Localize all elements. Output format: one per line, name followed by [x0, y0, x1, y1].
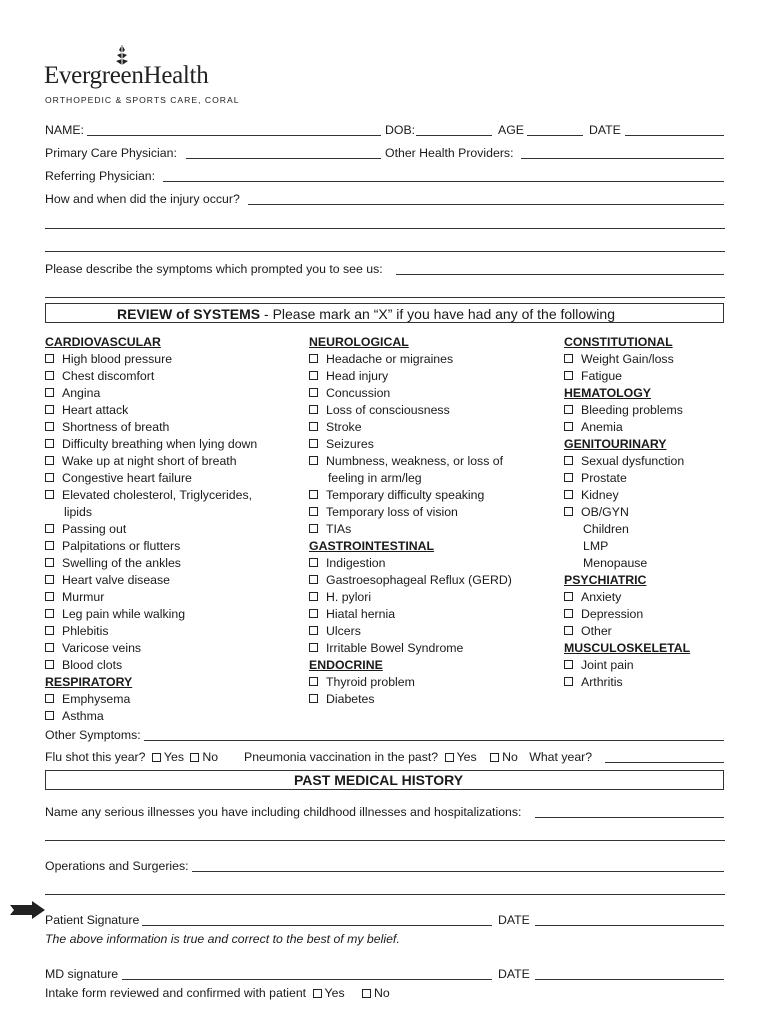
arrow-pointer-icon: [10, 901, 46, 919]
illnesses-field[interactable]: [535, 817, 724, 818]
checkbox-sexual-dysfunction[interactable]: [564, 456, 573, 465]
ros-item-kidney[interactable]: [564, 486, 690, 503]
section-heading-respiratory: RESPIRATORY: [45, 674, 133, 689]
patient-date-label: DATE: [498, 913, 530, 927]
checkbox-high-blood-pressure[interactable]: [45, 354, 54, 363]
section-heading-neurological: NEUROLOGICAL: [309, 334, 409, 349]
flu-shot-question: Flu shot this year?: [45, 750, 146, 764]
checkbox-other[interactable]: [564, 626, 573, 635]
ros-item-label: Emphysema: [62, 691, 131, 706]
section-heading-gastrointestinal: GASTROINTESTINAL: [309, 538, 435, 553]
ros-item-wake-up-at-night-short-of-breath[interactable]: [45, 452, 257, 469]
checkbox-irritable-bowel-syndrome[interactable]: [309, 643, 318, 652]
ros-item-h-pylori[interactable]: [309, 588, 512, 605]
pneumonia-yes-label: Yes: [456, 750, 477, 764]
ros-item-shortness-of-breath[interactable]: [45, 418, 257, 435]
section-heading-endocrine: ENDOCRINE: [309, 657, 383, 672]
ros-item-label: Fatigue: [581, 368, 623, 383]
ros-item-emphysema[interactable]: [45, 690, 257, 707]
checkbox-leg-pain-while-walking[interactable]: [45, 609, 54, 618]
ros-item-label: Arthritis: [581, 674, 623, 689]
pneumonia-row: [244, 751, 592, 763]
ros-item-label: Joint pain: [581, 657, 634, 672]
ros-item-phlebitis[interactable]: [45, 622, 257, 639]
checkbox-shortness-of-breath[interactable]: [45, 422, 54, 431]
md-signature-label: MD signature: [45, 967, 119, 981]
checkbox-anxiety[interactable]: [564, 592, 573, 601]
checkbox-concussion[interactable]: [309, 388, 318, 397]
checkbox-numbness-weakness-or-loss-of[interactable]: [309, 456, 318, 465]
section-heading-musculoskeletal: MUSCULOSKELETAL: [564, 640, 691, 655]
section-heading-genitourinary: GENITOURINARY: [564, 436, 667, 451]
other-symptoms-field[interactable]: [144, 740, 724, 741]
checkbox-difficulty-breathing-when-lying-down[interactable]: [45, 439, 54, 448]
operations-field[interactable]: [192, 871, 724, 872]
injury-field[interactable]: [248, 204, 724, 205]
ros-item-lmp: [564, 537, 690, 554]
md-date-label: DATE: [498, 967, 530, 981]
name-field[interactable]: [87, 135, 381, 136]
checkbox-head-injury[interactable]: [309, 371, 318, 380]
checkbox-varicose-veins[interactable]: [45, 643, 54, 652]
ros-item-label: Concussion: [326, 385, 391, 400]
flu-shot-row: [45, 751, 218, 763]
flu-yes-label: Yes: [163, 750, 184, 764]
checkbox-angina[interactable]: [45, 388, 54, 397]
ros-item-temporary-loss-of-vision[interactable]: [309, 503, 512, 520]
ros-item-label: Heart attack: [62, 402, 129, 417]
ros-item-label: Irritable Bowel Syndrome: [326, 640, 464, 655]
ros-item-label: Hiatal hernia: [326, 606, 396, 621]
ros-item-ob-gyn[interactable]: [564, 503, 690, 520]
ros-item-head-injury[interactable]: [309, 367, 512, 384]
age-field[interactable]: [527, 135, 583, 136]
attestation-text: The above information is true and correct to the best of my belief.: [45, 932, 400, 946]
ros-item-prostate[interactable]: [564, 469, 690, 486]
checkbox-elevated-cholesterol-triglycerides[interactable]: [45, 490, 54, 499]
ros-item-label: Weight Gain/loss: [581, 351, 674, 366]
checkbox-anemia[interactable]: [564, 422, 573, 431]
ros-item-label: Gastroesophageal Reflux (GERD): [326, 572, 512, 587]
checkbox-stroke[interactable]: [309, 422, 318, 431]
dob-label: DOB:: [385, 123, 416, 137]
what-year-label: What year?: [529, 750, 593, 764]
pneumonia-yes-checkbox[interactable]: [445, 753, 454, 762]
ros-item-loss-of-consciousness[interactable]: [309, 401, 512, 418]
section-heading-psychiatric: PSYCHIATRIC: [564, 572, 647, 587]
ros-item-irritable-bowel-syndrome[interactable]: [309, 639, 512, 656]
ros-item-varicose-veins[interactable]: [45, 639, 257, 656]
intake-row: [45, 987, 390, 999]
patient-signature-field[interactable]: [142, 925, 492, 926]
intake-no-checkbox[interactable]: [362, 989, 371, 998]
ros-item-anxiety[interactable]: [564, 588, 690, 605]
ros-item-stroke[interactable]: [309, 418, 512, 435]
ros-item-sexual-dysfunction[interactable]: [564, 452, 690, 469]
pneumonia-no-label: No: [502, 750, 518, 764]
other-symptoms-label: Other Symptoms:: [45, 728, 141, 742]
ros-item-bleeding-problems[interactable]: [564, 401, 690, 418]
ros-item-label: Indigestion: [326, 555, 386, 570]
ros-item-label: lipids: [64, 504, 93, 519]
ros-item-other[interactable]: [564, 622, 690, 639]
ros-item-label: Wake up at night short of breath: [62, 453, 237, 468]
ros-item-label: Ulcers: [326, 623, 361, 638]
ros-item-label: Other: [581, 623, 612, 638]
checkbox-indigestion[interactable]: [309, 558, 318, 567]
ros-item-label: Blood clots: [62, 657, 123, 672]
md-date-field[interactable]: [535, 979, 724, 980]
intake-label: Intake form reviewed and confirmed with patient: [45, 986, 307, 1000]
ros-item-label: Headache or migraines: [326, 351, 454, 366]
checkbox-headache-or-migraines[interactable]: [309, 354, 318, 363]
ros-item-temporary-difficulty-speaking[interactable]: [309, 486, 512, 503]
ros-item-label: Sexual dysfunction: [581, 453, 685, 468]
ros-item-label: OB/GYN: [581, 504, 629, 519]
checkbox-thyroid-problem[interactable]: [309, 677, 318, 686]
ros-item-label: Thyroid problem: [326, 674, 415, 689]
checkbox-hiatal-hernia[interactable]: [309, 609, 318, 618]
ros-item-label: Menopause: [583, 555, 648, 570]
brand-name: EvergreenHealth: [44, 62, 209, 89]
ros-item-label: Passing out: [62, 521, 127, 536]
intake-no-label: No: [374, 986, 390, 1000]
ros-item-hiatal-hernia[interactable]: [309, 605, 512, 622]
checkbox-bleeding-problems[interactable]: [564, 405, 573, 414]
checkbox-ob-gyn[interactable]: [564, 507, 573, 516]
ros-item-difficulty-breathing-when-lying-down[interactable]: [45, 435, 257, 452]
ros-item-label: Stroke: [326, 419, 362, 434]
ros-item-blood-clots[interactable]: [45, 656, 257, 673]
ros-item-heart-valve-disease[interactable]: [45, 571, 257, 588]
checkbox-phlebitis[interactable]: [45, 626, 54, 635]
ros-item-label: Numbness, weakness, or loss of: [326, 453, 504, 468]
brand-subtitle: ORTHOPEDIC & SPORTS CARE, CORAL: [45, 95, 240, 105]
ros-item-lipids: [45, 503, 257, 520]
checkbox-joint-pain[interactable]: [564, 660, 573, 669]
ros-item-label: Depression: [581, 606, 644, 621]
ros-item-diabetes[interactable]: [309, 690, 512, 707]
checkbox-fatigue[interactable]: [564, 371, 573, 380]
ros-title-rest: - Please mark an “X” if you have had any of the following: [260, 306, 615, 322]
ros-item-congestive-heart-failure[interactable]: [45, 469, 257, 486]
pcp-field[interactable]: [186, 158, 381, 159]
ros-item-numbness-weakness-or-loss-of[interactable]: [309, 452, 512, 469]
ros-item-label: Shortness of breath: [62, 419, 170, 434]
ros-item-label: Varicose veins: [62, 640, 142, 655]
patient-date-field[interactable]: [535, 925, 724, 926]
other-providers-field[interactable]: [521, 158, 724, 159]
checkbox-depression[interactable]: [564, 609, 573, 618]
ros-item-label: LMP: [583, 538, 609, 553]
ros-item-label: Temporary difficulty speaking: [326, 487, 485, 502]
flu-yes-checkbox[interactable]: [152, 753, 161, 762]
checkbox-temporary-loss-of-vision[interactable]: [309, 507, 318, 516]
dob-field[interactable]: [416, 135, 492, 136]
pneumonia-no-checkbox[interactable]: [490, 753, 499, 762]
ros-item-headache-or-migraines[interactable]: [309, 350, 512, 367]
ros-item-label: Swelling of the ankles: [62, 555, 181, 570]
illnesses-label: Name any serious illnesses you have including childhood illnesses and hospitalizations:: [45, 805, 522, 819]
ros-item-ulcers[interactable]: [309, 622, 512, 639]
checkbox-wake-up-at-night-short-of-breath[interactable]: [45, 456, 54, 465]
ros-item-label: Anemia: [581, 419, 623, 434]
section-heading-cardiovascular: CARDIOVASCULAR: [45, 334, 161, 349]
ros-item-label: Anxiety: [581, 589, 622, 604]
ros-item-depression[interactable]: [564, 605, 690, 622]
checkbox-blood-clots[interactable]: [45, 660, 54, 669]
ros-item-indigestion[interactable]: [309, 554, 512, 571]
pcp-label: Primary Care Physician:: [45, 146, 177, 160]
ros-item-label: Bleeding problems: [581, 402, 683, 417]
ros-item-concussion[interactable]: [309, 384, 512, 401]
ros-item-label: Elevated cholesterol, Triglycerides,: [62, 487, 253, 502]
ros-item-leg-pain-while-walking[interactable]: [45, 605, 257, 622]
ros-item-label: Heart valve disease: [62, 572, 170, 587]
referring-field[interactable]: [163, 181, 724, 182]
ros-title-bold: REVIEW of SYSTEMS: [117, 306, 261, 322]
operations-label: Operations and Surgeries:: [45, 859, 189, 873]
checkbox-emphysema[interactable]: [45, 694, 54, 703]
ros-item-label: Palpitations or flutters: [62, 538, 181, 553]
checkbox-heart-valve-disease[interactable]: [45, 575, 54, 584]
checkbox-heart-attack[interactable]: [45, 405, 54, 414]
pneumonia-question: Pneumonia vaccination in the past?: [244, 750, 439, 764]
ros-item-label: Children: [583, 521, 629, 536]
checkbox-congestive-heart-failure[interactable]: [45, 473, 54, 482]
ros-item-murmur[interactable]: [45, 588, 257, 605]
ros-item-arthritis[interactable]: [564, 673, 690, 690]
checkbox-prostate[interactable]: [564, 473, 573, 482]
checkbox-weight-gain-loss[interactable]: [564, 354, 573, 363]
checkbox-passing-out[interactable]: [45, 524, 54, 533]
ros-item-elevated-cholesterol-triglycerides[interactable]: [45, 486, 257, 503]
checkbox-asthma[interactable]: [45, 711, 54, 720]
injury-label: How and when did the injury occur?: [45, 192, 240, 206]
ros-item-angina[interactable]: [45, 384, 257, 401]
ros-item-anemia[interactable]: [564, 418, 690, 435]
ros-item-label: Asthma: [62, 708, 104, 723]
ros-item-weight-gain-loss[interactable]: [564, 350, 690, 367]
date-label: DATE: [589, 123, 621, 137]
checkbox-swelling-of-the-ankles[interactable]: [45, 558, 54, 567]
ros-item-thyroid-problem[interactable]: [309, 673, 512, 690]
flu-no-checkbox[interactable]: [190, 753, 199, 762]
checkbox-arthritis[interactable]: [564, 677, 573, 686]
section-heading-hematology: HEMATOLOGY: [564, 385, 651, 400]
checkbox-ulcers[interactable]: [309, 626, 318, 635]
ros-column-1: [45, 333, 257, 724]
checkbox-seizures[interactable]: [309, 439, 318, 448]
symptoms-line-2[interactable]: [45, 297, 725, 298]
ros-item-label: Prostate: [581, 470, 627, 485]
ros-item-passing-out[interactable]: [45, 520, 257, 537]
name-label: NAME:: [45, 123, 84, 137]
ros-item-label: Kidney: [581, 487, 619, 502]
ros-item-label: Diabetes: [326, 691, 375, 706]
symptoms-label: Please describe the symptoms which prompted you to see us:: [45, 262, 383, 276]
ros-item-menopause: [564, 554, 690, 571]
checkbox-diabetes[interactable]: [309, 694, 318, 703]
ros-item-heart-attack[interactable]: [45, 401, 257, 418]
ros-item-label: Murmur: [62, 589, 105, 604]
other-providers-label: Other Health Providers:: [385, 146, 514, 160]
date-field[interactable]: [625, 135, 724, 136]
ros-item-label: Chest discomfort: [62, 368, 155, 383]
ros-item-joint-pain[interactable]: [564, 656, 690, 673]
ros-item-chest-discomfort[interactable]: [45, 367, 257, 384]
checkbox-temporary-difficulty-speaking[interactable]: [309, 490, 318, 499]
ros-item-label: Phlebitis: [62, 623, 109, 638]
ros-item-label: Leg pain while walking: [62, 606, 186, 621]
ros-item-label: Seizures: [326, 436, 374, 451]
ros-item-tias[interactable]: [309, 520, 512, 537]
illnesses-line-2[interactable]: [45, 840, 725, 841]
operations-line-2[interactable]: [45, 894, 725, 895]
ros-column-3: [564, 333, 690, 690]
intake-yes-label: Yes: [324, 986, 345, 1000]
ros-item-label: H. pylori: [326, 589, 372, 604]
ros-item-swelling-of-the-ankles[interactable]: [45, 554, 257, 571]
checkbox-kidney[interactable]: [564, 490, 573, 499]
ros-item-palpitations-or-flutters[interactable]: [45, 537, 257, 554]
referring-label: Referring Physician:: [45, 169, 156, 183]
ros-item-fatigue[interactable]: [564, 367, 690, 384]
ros-item-label: Temporary loss of vision: [326, 504, 458, 519]
ros-title: [117, 307, 615, 321]
checkbox-tias[interactable]: [309, 524, 318, 533]
pmh-title: PAST MEDICAL HISTORY: [294, 772, 464, 788]
ros-item-label: High blood pressure: [62, 351, 173, 366]
ros-item-label: feeling in arm/leg: [328, 470, 422, 485]
ros-item-asthma[interactable]: [45, 707, 257, 724]
ros-item-label: Angina: [62, 385, 101, 400]
age-label: AGE: [498, 123, 524, 137]
ros-item-children: [564, 520, 690, 537]
checkbox-chest-discomfort[interactable]: [45, 371, 54, 380]
ros-item-label: Loss of consciousness: [326, 402, 450, 417]
ros-item-label: Difficulty breathing when lying down: [62, 436, 258, 451]
flu-no-label: No: [202, 750, 219, 764]
what-year-field[interactable]: [605, 762, 724, 763]
ros-item-label: Congestive heart failure: [62, 470, 192, 485]
ros-column-2: [309, 333, 512, 707]
ros-item-label: Head injury: [326, 368, 389, 383]
intake-yes-checkbox[interactable]: [313, 989, 322, 998]
checkbox-loss-of-consciousness[interactable]: [309, 405, 318, 414]
injury-line-3[interactable]: [45, 251, 725, 252]
ros-item-seizures[interactable]: [309, 435, 512, 452]
symptoms-field[interactable]: [396, 274, 724, 275]
checkbox-palpitations-or-flutters[interactable]: [45, 541, 54, 550]
checkbox-gastroesophageal-reflux-gerd[interactable]: [309, 575, 318, 584]
ros-item-label: TIAs: [326, 521, 352, 536]
ros-item-feeling-in-arm-leg: [309, 469, 512, 486]
ros-item-gastroesophageal-reflux-gerd[interactable]: [309, 571, 512, 588]
checkbox-murmur[interactable]: [45, 592, 54, 601]
patient-signature-label: Patient Signature: [45, 913, 140, 927]
section-heading-constitutional: CONSTITUTIONAL: [564, 334, 673, 349]
md-signature-field[interactable]: [122, 979, 492, 980]
injury-line-2[interactable]: [45, 228, 725, 229]
checkbox-h-pylori[interactable]: [309, 592, 318, 601]
ros-item-high-blood-pressure[interactable]: [45, 350, 257, 367]
